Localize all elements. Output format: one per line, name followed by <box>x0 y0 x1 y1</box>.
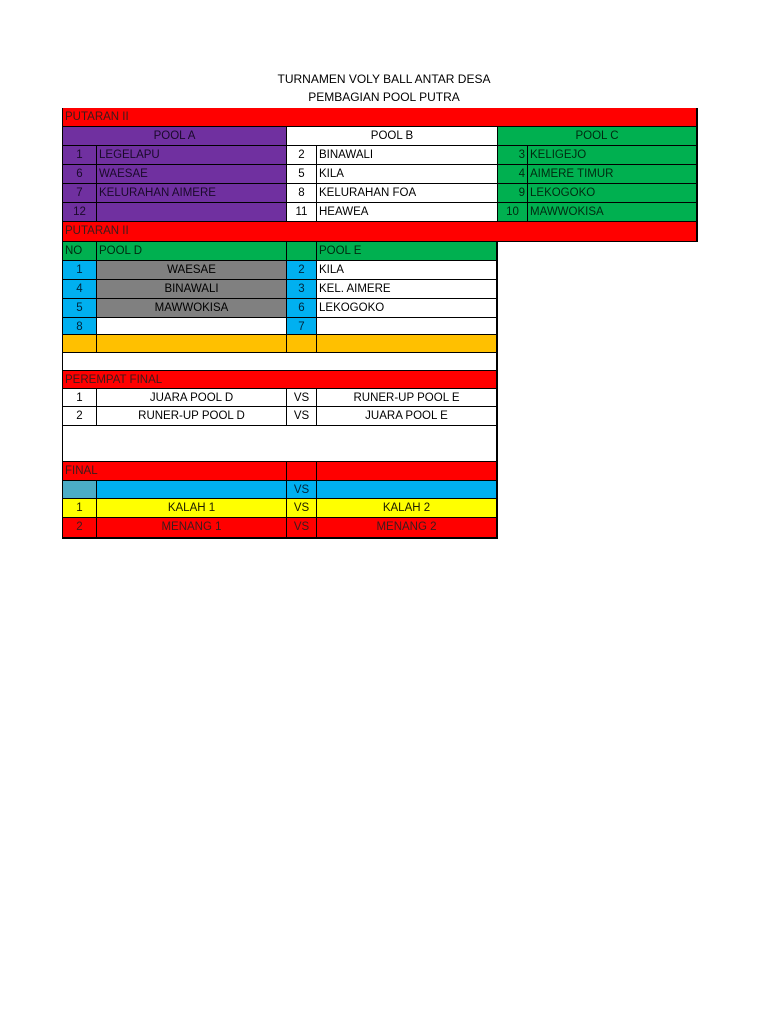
pool-e-team: LEKOGOKO <box>317 299 497 318</box>
pool-e-team: KEL. AIMERE <box>317 280 497 299</box>
pool-a-team <box>97 203 287 222</box>
final-no: 2 <box>63 518 97 538</box>
qf-away: RUNER-UP POOL E <box>317 389 497 407</box>
blank-row <box>63 353 497 371</box>
spacer-cell <box>287 335 317 353</box>
pool-b-team: HEAWEA <box>317 203 498 222</box>
round2-label: PUTARAN II <box>63 222 697 242</box>
final-row0-vs: VS <box>287 481 317 499</box>
round1-label: PUTARAN II <box>63 108 697 127</box>
pool-c-no: 4 <box>498 165 528 184</box>
pool-d-no: 8 <box>63 318 97 335</box>
pool-d-team: BINAWALI <box>97 280 287 299</box>
pool-a-no: 1 <box>63 146 97 165</box>
final-row0-away <box>317 481 497 499</box>
pool-a-header: POOL A <box>63 127 287 146</box>
pool-c-no: 10 <box>498 203 528 222</box>
pool-b-no: 2 <box>287 146 317 165</box>
pool-b-team: KILA <box>317 165 498 184</box>
pool-d-no: 5 <box>63 299 97 318</box>
pool-b-team: KELURAHAN FOA <box>317 184 498 203</box>
pool-e-no: 3 <box>287 280 317 299</box>
pool-d-no: 1 <box>63 261 97 280</box>
final-row0-no <box>63 481 97 499</box>
pool-d-team <box>97 318 287 335</box>
quarterfinal-label: PEREMPAT FINAL <box>63 371 497 389</box>
pool-e-no: 7 <box>287 318 317 335</box>
spacer-cell <box>317 335 497 353</box>
final-home: MENANG 1 <box>97 518 287 538</box>
qf-no: 2 <box>63 407 97 426</box>
pool-e-no: 2 <box>287 261 317 280</box>
document-subtitle: PEMBAGIAN POOL PUTRA <box>308 90 460 104</box>
final-label-cell <box>317 462 497 481</box>
final-label: FINAL <box>63 462 287 481</box>
pool-c-no: 3 <box>498 146 528 165</box>
pool-b-header: POOL B <box>287 127 498 146</box>
final-label-cell <box>287 462 317 481</box>
pool-a-no: 6 <box>63 165 97 184</box>
spacer-cell <box>63 335 97 353</box>
blank-row <box>63 426 497 462</box>
final-vs: VS <box>287 499 317 518</box>
final-home: KALAH 1 <box>97 499 287 518</box>
pool-e-no-header <box>287 242 317 261</box>
final-no: 1 <box>63 499 97 518</box>
pool-e-header: POOL E <box>317 242 497 261</box>
final-vs: VS <box>287 518 317 538</box>
pool-e-team: KILA <box>317 261 497 280</box>
pool-d-header: POOL D <box>97 242 287 261</box>
pool-c-no: 9 <box>498 184 528 203</box>
final-away: MENANG 2 <box>317 518 497 538</box>
qf-no: 1 <box>63 389 97 407</box>
document-title: TURNAMEN VOLY BALL ANTAR DESA <box>277 72 491 86</box>
pool-c-team: MAWWOKISA <box>528 203 697 222</box>
pool-a-team: LEGELAPU <box>97 146 287 165</box>
pool-e-no: 6 <box>287 299 317 318</box>
pool-b-team: BINAWALI <box>317 146 498 165</box>
qf-home: JUARA POOL D <box>97 389 287 407</box>
pool-b-no: 5 <box>287 165 317 184</box>
pool-a-no: 12 <box>63 203 97 222</box>
spacer-cell <box>97 335 287 353</box>
final-row0-home <box>97 481 287 499</box>
pool-c-team: AIMERE TIMUR <box>528 165 697 184</box>
no-header: NO <box>63 242 97 261</box>
pool-b-no: 11 <box>287 203 317 222</box>
qf-vs: VS <box>287 389 317 407</box>
pool-a-team: KELURAHAN AIMERE <box>97 184 287 203</box>
pool-c-team: KELIGEJO <box>528 146 697 165</box>
qf-vs: VS <box>287 407 317 426</box>
pool-c-header: POOL C <box>498 127 697 146</box>
pool-d-no: 4 <box>63 280 97 299</box>
pool-d-team: WAESAE <box>97 261 287 280</box>
pool-e-team <box>317 318 497 335</box>
qf-home: RUNER-UP POOL D <box>97 407 287 426</box>
final-away: KALAH 2 <box>317 499 497 518</box>
qf-away: JUARA POOL E <box>317 407 497 426</box>
pool-a-team: WAESAE <box>97 165 287 184</box>
pool-a-no: 7 <box>63 184 97 203</box>
pool-c-team: LEKOGOKO <box>528 184 697 203</box>
pool-b-no: 8 <box>287 184 317 203</box>
pool-d-team: MAWWOKISA <box>97 299 287 318</box>
